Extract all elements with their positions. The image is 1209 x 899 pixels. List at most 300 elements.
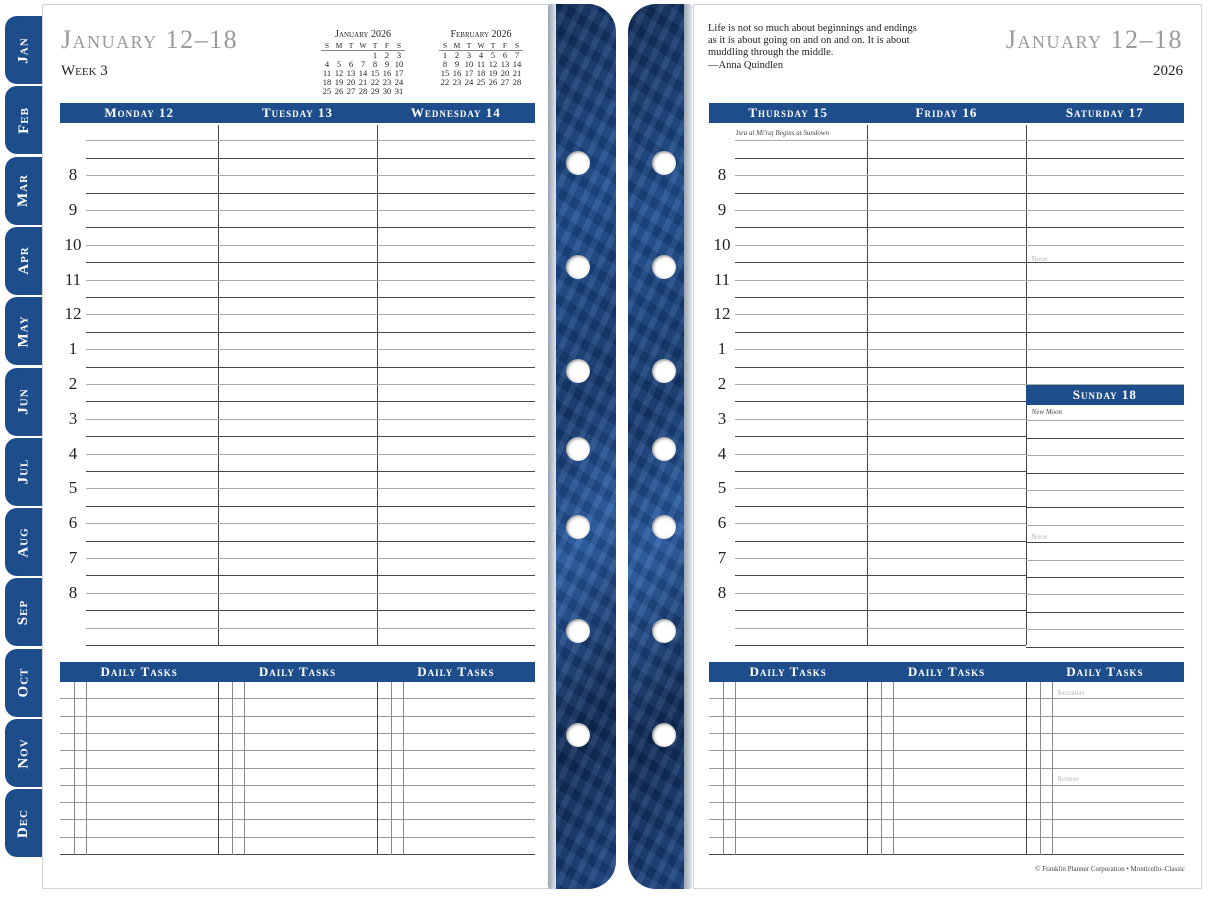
half-hour-line	[735, 523, 867, 524]
mini-calendar-day: 14	[512, 59, 522, 69]
tab-label: May	[15, 315, 32, 348]
mini-calendar-day: 14	[358, 68, 368, 78]
mini-calendar-day: 25	[322, 86, 332, 96]
half-hour-line	[867, 280, 1025, 281]
half-hour-line	[867, 628, 1025, 629]
hour-line	[867, 401, 1025, 402]
mini-calendar-day: 8	[372, 59, 378, 69]
mini-calendar-day: 1	[442, 50, 448, 60]
binder-strip-right	[628, 4, 692, 889]
mini-calendar-day: 18	[322, 77, 332, 87]
hour-line	[735, 506, 867, 507]
hour-label: 8	[68, 165, 78, 185]
hour-label: 8	[717, 165, 727, 185]
saturday-half-line	[1026, 140, 1184, 141]
mini-calendar-day: 15	[370, 68, 380, 78]
hour-line	[867, 610, 1025, 611]
sunday-half-line	[1026, 594, 1184, 595]
hour-line	[218, 297, 376, 298]
hour-line	[867, 193, 1025, 194]
hour-line	[218, 610, 376, 611]
task-check-column	[218, 682, 219, 855]
day-header-bar	[60, 103, 535, 123]
mini-calendar-day: 10	[394, 59, 404, 69]
hour-label: 1	[717, 339, 727, 359]
hour-line	[867, 227, 1025, 228]
hour-line	[377, 541, 535, 542]
half-hour-line	[735, 210, 867, 211]
day-header: Saturday 17	[1065, 105, 1144, 120]
hour-label: 5	[68, 478, 78, 498]
copyright-footer: © Franklin Planner Corporation • Monticello–Classic	[1035, 865, 1185, 873]
hour-line	[867, 297, 1025, 298]
half-hour-line	[218, 454, 376, 455]
hour-line	[735, 401, 867, 402]
hour-line	[218, 227, 376, 228]
saturday-half-line	[1026, 245, 1184, 246]
half-hour-line	[735, 558, 867, 559]
hour-label: 10	[713, 234, 731, 254]
weekday-initial: S	[439, 41, 451, 51]
hour-label: 8	[717, 582, 727, 602]
hour-line	[86, 541, 218, 542]
binder-hole	[652, 151, 676, 175]
mini-calendar-day: 19	[488, 68, 498, 78]
sunday-note: New Moon	[1031, 408, 1063, 416]
task-line	[60, 802, 535, 803]
task-line	[709, 854, 1184, 855]
sunday-half-line	[1026, 455, 1184, 456]
hour-line	[218, 193, 376, 194]
half-hour-line	[218, 558, 376, 559]
half-hour-line	[86, 419, 218, 420]
half-hour-line	[86, 140, 218, 141]
saturday-line	[1026, 332, 1184, 333]
half-hour-line	[377, 488, 535, 489]
half-hour-line	[86, 488, 218, 489]
half-hour-line	[867, 245, 1025, 246]
mini-calendar-day: 25	[476, 77, 486, 87]
day-header: Wednesday 14	[410, 105, 501, 120]
half-hour-line	[867, 314, 1025, 315]
hour-line	[377, 193, 535, 194]
mini-calendar-day: 16	[382, 68, 392, 78]
right-page	[693, 4, 1202, 889]
half-hour-line	[735, 280, 867, 281]
half-hour-line	[735, 628, 867, 629]
half-hour-line	[377, 245, 535, 246]
tasks-header-bar	[709, 662, 1184, 682]
weekday-initial: M	[451, 41, 463, 51]
sunday-task-label: Sunday	[1057, 775, 1080, 783]
task-line	[709, 837, 1184, 838]
half-hour-line	[735, 245, 867, 246]
saturday-line	[1026, 367, 1184, 368]
half-hour-line	[86, 210, 218, 211]
mini-calendar-day: 29	[370, 86, 380, 96]
half-hour-line	[867, 384, 1025, 385]
hour-line	[735, 575, 867, 576]
hour-line	[735, 158, 867, 159]
mini-calendar-day: 15	[440, 68, 450, 78]
half-hour-line	[86, 558, 218, 559]
saturday-line	[1026, 297, 1184, 298]
binder-hole	[652, 515, 676, 539]
mini-calendar-day: 5	[490, 50, 496, 60]
weekday-initial: W	[475, 41, 487, 51]
binder-hole	[652, 359, 676, 383]
half-hour-line	[218, 593, 376, 594]
mini-calendar-day: 20	[500, 68, 510, 78]
left-page	[42, 4, 550, 889]
task-check-column	[86, 682, 87, 855]
hour-line	[735, 193, 867, 194]
half-hour-line	[86, 175, 218, 176]
weekday-initial: S	[511, 41, 523, 51]
task-line	[709, 785, 1184, 786]
task-check-column	[1040, 682, 1041, 855]
day-header: Sunday 18	[1072, 387, 1137, 402]
hour-line	[218, 645, 376, 646]
half-hour-line	[735, 593, 867, 594]
day-header-bar	[709, 103, 1184, 123]
tab-label: Dec	[15, 808, 32, 838]
tab-feb[interactable]	[5, 86, 43, 154]
task-check-column	[232, 682, 233, 855]
mini-calendar-day: 3	[466, 50, 472, 60]
day-header: Thursday 15	[748, 105, 828, 120]
tab-mar[interactable]	[5, 157, 43, 225]
weekday-initial: F	[381, 41, 393, 51]
binder-hole	[566, 255, 590, 279]
half-hour-line	[377, 314, 535, 315]
saturday-task-label: Saturday	[1057, 689, 1085, 697]
half-hour-line	[377, 454, 535, 455]
mini-calendar-day: 16	[452, 68, 462, 78]
binder-hole	[566, 359, 590, 383]
mini-calendar-day: 17	[394, 68, 404, 78]
sunday-line	[1026, 438, 1184, 439]
half-hour-line	[867, 210, 1025, 211]
tab-label: Mar	[15, 174, 32, 208]
sunday-line	[1026, 542, 1184, 543]
half-hour-line	[377, 210, 535, 211]
hour-label: 2	[68, 374, 78, 393]
tasks-header: Daily Tasks	[907, 664, 986, 679]
mini-calendar-day: 6	[502, 50, 508, 60]
tab-jun[interactable]	[5, 368, 43, 436]
mini-calendar-day: 12	[488, 59, 498, 69]
saturday-half-line	[1026, 280, 1184, 281]
hour-line	[377, 262, 535, 263]
weekday-initial: S	[321, 41, 333, 51]
hour-line	[735, 262, 867, 263]
task-line	[709, 733, 1184, 734]
half-hour-line	[377, 628, 535, 629]
noon-label: Noon	[1031, 533, 1048, 541]
tab-label: Jun	[15, 388, 32, 415]
hour-line	[218, 436, 376, 437]
task-check-column	[1052, 682, 1053, 855]
sunday-half-line	[1026, 629, 1184, 630]
half-hour-line	[735, 419, 867, 420]
mini-calendar-title: February 2026	[450, 29, 512, 40]
hour-line	[377, 610, 535, 611]
hour-line	[86, 227, 218, 228]
hour-line	[867, 645, 1025, 646]
hour-line	[218, 471, 376, 472]
half-hour-line	[218, 140, 376, 141]
mini-calendar-day: 13	[500, 59, 510, 69]
tab-dec[interactable]	[5, 789, 43, 857]
sunday-line	[1026, 647, 1184, 648]
mini-calendar-day: 9	[384, 59, 390, 69]
task-line	[60, 785, 535, 786]
tab-label: Sep	[15, 599, 32, 626]
mini-calendar-day: 22	[440, 77, 450, 87]
binder-hole	[652, 619, 676, 643]
half-hour-line	[218, 628, 376, 629]
half-hour-line	[867, 558, 1025, 559]
hour-label: 3	[717, 408, 727, 428]
hour-line	[867, 158, 1025, 159]
tab-jul[interactable]	[5, 438, 43, 506]
hour-label: 6	[717, 513, 727, 533]
column-divider	[377, 125, 378, 645]
task-check-column	[881, 682, 882, 855]
hour-line	[867, 367, 1025, 368]
tab-nov[interactable]	[5, 719, 43, 787]
mini-calendar-day: 23	[382, 77, 392, 87]
task-check-column	[723, 682, 724, 855]
mini-calendar-day: 4	[324, 59, 330, 69]
hour-line	[218, 332, 376, 333]
tab-label: Apr	[15, 246, 32, 276]
task-line	[709, 819, 1184, 820]
mini-calendar-day: 2	[454, 50, 460, 60]
tab-aug[interactable]	[5, 508, 43, 576]
half-hour-line	[86, 280, 218, 281]
hour-label: 6	[68, 513, 78, 533]
hour-line	[86, 645, 218, 646]
task-line	[709, 768, 1184, 769]
mini-calendar-day: 21	[512, 68, 522, 78]
half-hour-line	[735, 384, 867, 385]
tasks-header: Daily Tasks	[417, 664, 495, 679]
hour-line	[86, 367, 218, 368]
hour-line	[377, 436, 535, 437]
task-line	[60, 698, 535, 699]
hour-line	[735, 645, 867, 646]
mini-calendar-day: 9	[454, 59, 460, 69]
weekday-initial: W	[357, 41, 369, 51]
task-check-column	[1026, 682, 1027, 855]
sunday-half-line	[1026, 560, 1184, 561]
sunday-header-bar	[1026, 385, 1184, 405]
year-label: 2026	[1153, 63, 1183, 79]
half-hour-line	[735, 349, 867, 350]
half-hour-line	[867, 523, 1025, 524]
tab-label: Oct	[15, 667, 32, 698]
sunday-half-line	[1026, 525, 1184, 526]
hour-line	[377, 506, 535, 507]
tab-label: Aug	[15, 526, 32, 558]
mini-calendar-day: 18	[476, 68, 486, 78]
mini-calendar-day: 21	[358, 77, 368, 87]
binder-hole	[652, 255, 676, 279]
column-divider	[218, 125, 219, 645]
task-line	[60, 854, 535, 855]
half-hour-line	[86, 628, 218, 629]
weekday-initial: M	[333, 41, 345, 51]
mini-calendar-day: 3	[396, 50, 402, 60]
hour-label: 11	[713, 269, 731, 289]
mini-calendar-title: January 2026	[335, 29, 391, 40]
day-header: Friday 16	[915, 105, 978, 120]
binder-hole	[652, 723, 676, 747]
tab-label: Nov	[15, 737, 32, 769]
hour-line	[867, 541, 1025, 542]
hour-line	[377, 332, 535, 333]
hour-line	[735, 541, 867, 542]
saturday-line	[1026, 193, 1184, 194]
task-check-column	[893, 682, 894, 855]
tasks-header: Daily Tasks	[749, 664, 827, 679]
hour-line	[218, 575, 376, 576]
mini-calendar-day: 26	[334, 86, 344, 96]
saturday-half-line	[1026, 314, 1184, 315]
tasks-header: Daily Tasks	[258, 664, 337, 679]
hour-line	[735, 471, 867, 472]
sunday-line	[1026, 507, 1184, 508]
mini-calendar-day: 23	[452, 77, 462, 87]
half-hour-line	[377, 523, 535, 524]
hour-line	[86, 610, 218, 611]
tab-jan[interactable]	[5, 16, 43, 84]
hour-label: 5	[717, 478, 727, 498]
hour-line	[867, 471, 1025, 472]
day-header: Monday 12	[104, 105, 175, 120]
half-hour-line	[218, 349, 376, 350]
half-hour-line	[377, 419, 535, 420]
half-hour-line	[218, 523, 376, 524]
half-hour-line	[86, 454, 218, 455]
half-hour-line	[735, 488, 867, 489]
task-line	[60, 837, 535, 838]
weekday-initial: T	[463, 41, 475, 51]
hour-line	[377, 367, 535, 368]
mini-calendar-day: 31	[394, 86, 404, 96]
hour-label: 4	[68, 443, 78, 463]
mini-calendar-day: 24	[464, 77, 474, 87]
hour-label: 1	[68, 339, 78, 359]
tab-may[interactable]	[5, 297, 43, 365]
noon-label: Noon	[1031, 255, 1048, 263]
mini-calendar-day: 11	[476, 59, 486, 69]
task-check-column	[74, 682, 75, 855]
task-check-column	[377, 682, 378, 855]
half-hour-line	[377, 140, 535, 141]
column-divider	[867, 125, 868, 645]
mini-calendar-day: 22	[370, 77, 380, 87]
hour-line	[867, 575, 1025, 576]
mini-calendar-day: 27	[500, 77, 510, 87]
half-hour-line	[218, 280, 376, 281]
half-hour-line	[86, 245, 218, 246]
half-hour-line	[377, 384, 535, 385]
binder-strip-left	[548, 4, 616, 889]
mini-calendar-day: 4	[478, 50, 484, 60]
hour-label: 3	[68, 408, 78, 428]
half-hour-line	[218, 245, 376, 246]
hour-line	[86, 506, 218, 507]
half-hour-line	[867, 140, 1025, 141]
half-hour-line	[218, 384, 376, 385]
saturday-line	[1026, 227, 1184, 228]
half-hour-line	[735, 140, 867, 141]
half-hour-line	[86, 349, 218, 350]
mini-calendar-day: 12	[334, 68, 344, 78]
half-hour-line	[218, 210, 376, 211]
tasks-header: Daily Tasks	[100, 664, 178, 679]
weekday-initial: T	[345, 41, 357, 51]
saturday-half-line	[1026, 349, 1184, 350]
hour-line	[867, 436, 1025, 437]
saturday-line	[1026, 262, 1184, 263]
saturday-line	[1026, 158, 1184, 159]
weekday-initial: F	[499, 41, 511, 51]
saturday-half-line	[1026, 210, 1184, 211]
mini-calendar	[431, 29, 531, 87]
mini-calendar-day: 19	[334, 77, 344, 87]
hour-line	[86, 297, 218, 298]
mini-calendar-day: 1	[372, 50, 378, 60]
mini-calendar-day: 28	[358, 86, 368, 96]
hour-label: 4	[717, 443, 727, 463]
half-hour-line	[377, 349, 535, 350]
mini-calendar-day: 27	[346, 86, 356, 96]
hour-line	[86, 158, 218, 159]
hour-line	[86, 471, 218, 472]
hour-line	[218, 262, 376, 263]
hour-label: 10	[64, 234, 82, 254]
tasks-header-bar	[60, 662, 535, 682]
mini-calendar-day: 26	[488, 77, 498, 87]
hour-label: 7	[68, 548, 78, 567]
tab-label: Feb	[15, 106, 32, 134]
half-hour-line	[86, 593, 218, 594]
half-hour-line	[86, 523, 218, 524]
hour-line	[218, 401, 376, 402]
half-hour-line	[218, 314, 376, 315]
mini-calendar-day: 20	[346, 77, 356, 87]
tab-label: Jul	[15, 458, 32, 485]
mini-calendar-day: 13	[346, 68, 356, 78]
half-hour-line	[735, 314, 867, 315]
tab-sep[interactable]	[5, 578, 43, 646]
mini-calendar-day: 30	[382, 86, 392, 96]
task-line	[709, 750, 1184, 751]
mini-calendar-day: 8	[442, 59, 448, 69]
hour-line	[377, 645, 535, 646]
half-hour-line	[867, 593, 1025, 594]
hour-line	[735, 332, 867, 333]
hour-label: 2	[717, 374, 727, 393]
tab-oct[interactable]	[5, 649, 43, 717]
half-hour-line	[735, 175, 867, 176]
mini-calendar-day: 7	[514, 50, 520, 60]
tab-apr[interactable]	[5, 227, 43, 295]
